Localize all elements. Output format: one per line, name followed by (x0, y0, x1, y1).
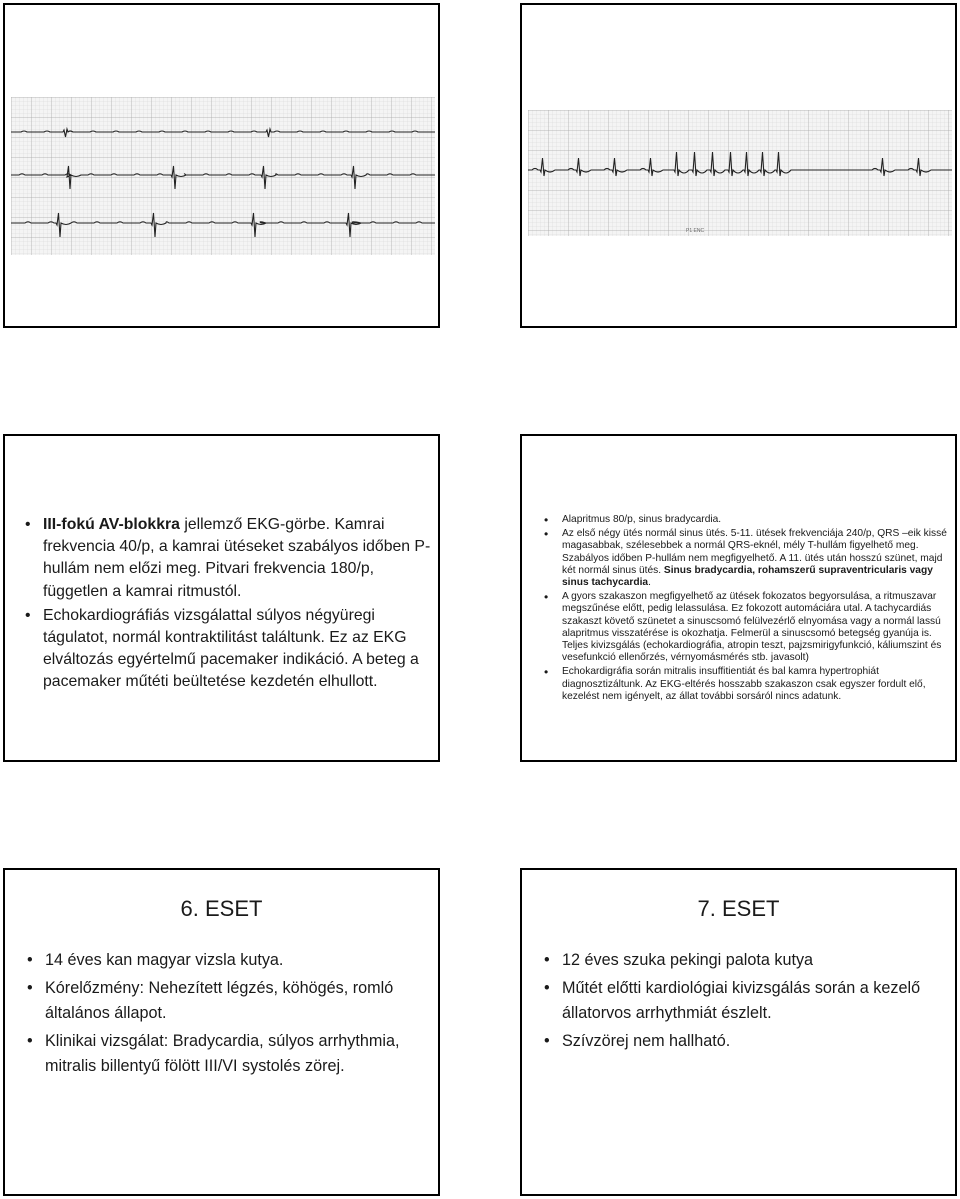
bullet-text: Alapritmus 80/p, sinus bradycardia. (562, 514, 722, 525)
bullet-item: • Klinikai vizsgálat: Bradycardia, súlyos arrhythmia, mitralis billentyű fölött III/VI systolés zörej. (27, 1029, 427, 1079)
bullet-text: Az első négy ütés normál sinus ütés. 5-11. ütések frekvenciája 240/p, QRS –eik kissé magasabbak, szélesebbek a normál QRS-eknél, mély T-hullám figyelhető meg. Szabályos időben P-hullám nem megfigyelhető. A 11. ütés után hosszú szünet, majd két normál sinus ütés. (562, 528, 947, 576)
slide-case-6 (3, 868, 440, 1196)
slide-av-block-description (3, 434, 440, 762)
ekg-caption: P1 ENC (686, 228, 705, 234)
bullet-text: Echokardigráfia során mitralis insuffitientiát és bal kamra hypertrophiát diagnosztizáltunk. Az EKG-eltérés hosszabb szakaszon csak egyszer fordult elő, kezelést nem igényelt, az állat további sorsáról nincs adatunk. (562, 666, 926, 702)
bullet-item: • 12 éves szuka pekingi palota kutya (544, 948, 944, 973)
bullet-item (544, 528, 950, 589)
bullet-text-end: . (648, 577, 651, 589)
bullet-item (25, 514, 437, 603)
bullet-text: jellemző EKG-görbe. Kamrai frekvencia 40/p, a kamrai ütéseket szabályos időben P-hullám nem előzi meg. Pitvari frekvencia 180/p, független a kamrai ritmustól. (43, 516, 431, 600)
bullet-list (25, 514, 437, 696)
bullet-list (27, 948, 427, 1082)
bold-term: III-fokú AV-blokkra (43, 516, 180, 533)
slide-title: 6. ESET (180, 896, 263, 921)
bullet-text: A gyors szakaszon megfigyelhető az ütések fokozatos begyorsulása, a ritmuszavar megszűnése előtt, pedig lelassulása. Ez fokozott automáciára utal. A tachycardiás szakaszt követő szünetet a sinuscsomó felülvezérlő elnyomása vagy a normál lassú alapritmus visszatérése is okozhatja. Felmerül a sinuscsomó betegség gyanúja is. Teljes kivizsgálás (echokardiográfia, atropin teszt, pajzsmirigyfunkció, káliumszint és vesefunkció ellenőrzés, vérnyomásmérés stb. javasolt) (562, 591, 942, 664)
ekg-image-av-block (11, 97, 435, 255)
bullet-list (544, 948, 944, 1057)
bullet-item: • 14 éves kan magyar vizsla kutya. (27, 948, 427, 973)
ekg-image-tachycardia (528, 110, 952, 236)
bullet-item: • Szívzörej nem hallható. (544, 1029, 944, 1054)
bullet-text: Echokardiográfiás vizsgálattal súlyos négyüregi tágulatot, normál kontraktilitást találtunk. Ez az EKG elváltozás egyértelmű pacemaker indikáció. A beteg a pacemaker műtéti beültetése kezdetén elhullott. (43, 606, 419, 691)
bold-diagnosis: Sinus bradycardia, rohamszerű supraventricularis vagy sinus tachycardia (562, 564, 933, 589)
bullet-item (544, 666, 950, 703)
bullet-list (544, 514, 950, 705)
slide-title: 7. ESET (697, 896, 780, 921)
slide-ekg-av-block (3, 3, 440, 328)
slide-tachycardia-description (520, 434, 957, 762)
bullet-item: • Kórelőzmény: Nehezített légzés, köhögés, romló általános állapot. (27, 976, 427, 1026)
bullet-item: • Műtét előtti kardiológiai kivizsgálás során a kezelő állatorvos arrhythmiát észlelt. (544, 976, 944, 1026)
slide-ekg-tachycardia (520, 3, 957, 328)
slide-case-7 (520, 868, 957, 1196)
bullet-item (544, 514, 950, 526)
bullet-item (544, 591, 950, 664)
bullet-item (25, 605, 437, 694)
